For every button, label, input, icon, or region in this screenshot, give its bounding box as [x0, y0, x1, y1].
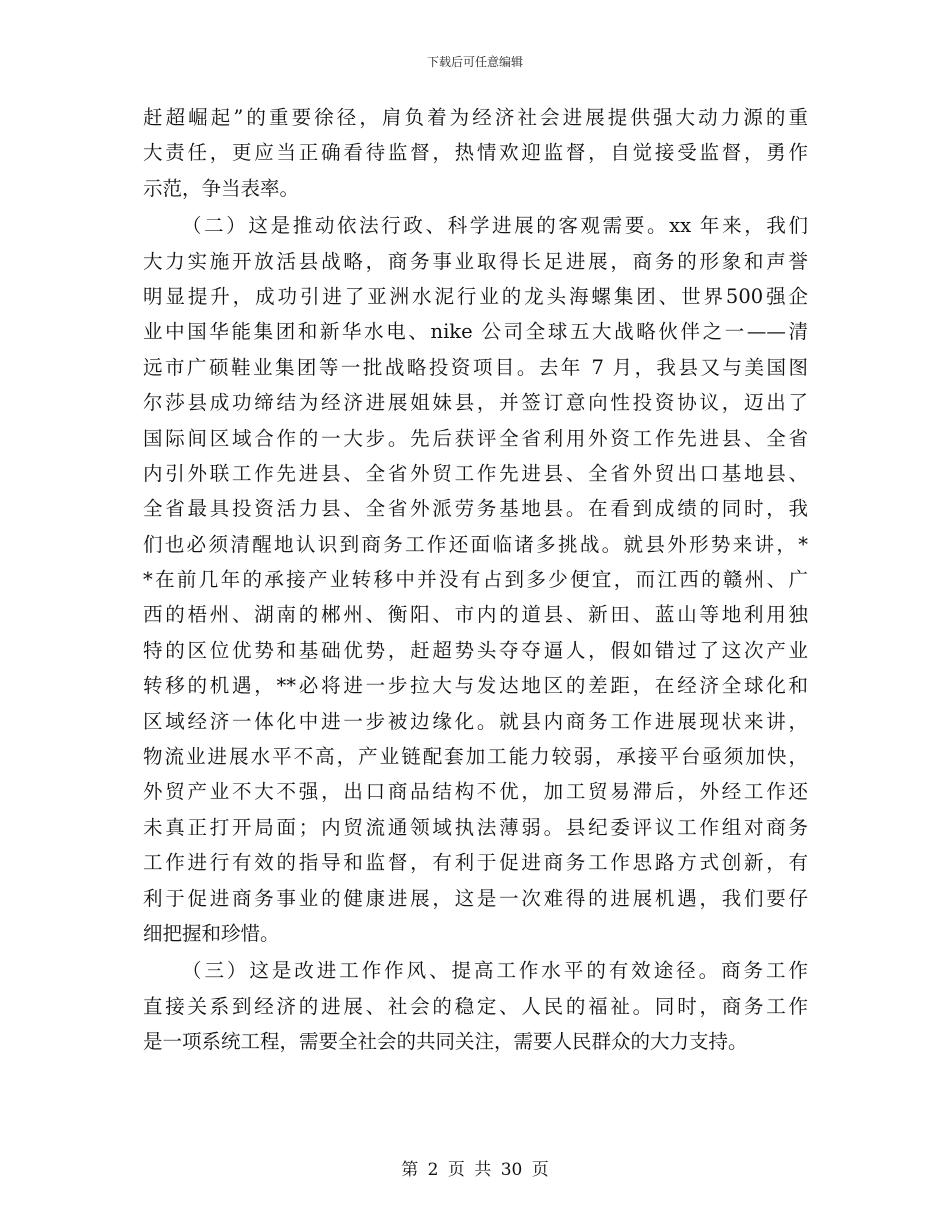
text-line: 工作进行有效的指导和监督，有利于促进商务工作思路方式创新，有 — [143, 851, 808, 875]
text-line: 是一项系统工程，需要全社会的共同关注，需要人民群众的大力支持。 — [143, 1030, 748, 1054]
paragraph — [143, 100, 808, 206]
text-line: 直接关系到经济的进展、社会的稳定、人民的福祉。同时，商务工作 — [143, 994, 808, 1018]
text-line: 物流业进展水平不高，产业链配套加工能力较弱，承接平台亟须加快， — [143, 745, 808, 769]
text-line: 特的区位优势和基础优势，赶超势头夺夺逼人，假如错过了这次产业 — [143, 638, 808, 662]
text-line: 细把握和珍惜。 — [143, 921, 280, 945]
paragraph — [143, 953, 808, 1059]
page-header: 下载后可任意编辑 — [426, 55, 523, 69]
text-line: 全省最具投资活力县、全省外派劳务基地县。在看到成绩的同时，我 — [143, 497, 808, 521]
text-line: 未真正打开局面；内贸流通领域执法薄弱。县纪委评议工作组对商务 — [143, 815, 808, 839]
text-line: 远市广硕鞋业集团等一批战略投资项目。去年 7 月，我县又与美国图 — [143, 355, 808, 379]
text-line: 大力实施开放活县战略，商务事业取得长足进展，商务的形象和声誉 — [143, 249, 808, 273]
text-line: *在前几年的承接产业转移中并没有占到多少便宜，而江西的赣州、广 — [143, 568, 808, 592]
text-line: （三）这是改进工作作风、提高工作水平的有效途径。商务工作 — [182, 959, 808, 983]
text-line: 国际间区域合作的一大步。先后获评全省利用外资工作先进县、全省 — [143, 426, 808, 450]
text-line: 赶超崛起”的重要徐径，肩负着为经济社会进展提供强大动力源的重 — [143, 106, 808, 129]
text-line: 转移的机遇，**必将进一步拉大与发达地区的差距，在经济全球化和 — [143, 674, 808, 698]
text-line: 大责任，更应当正确看待监督，热情欢迎监督，自觉接受监督，勇作 — [143, 141, 808, 165]
page-number: 第 2 页 共 30 页 — [401, 1160, 549, 1180]
text-line: 业中国华能集团和新华水电、nike 公司全球五大战略伙伴之一——清 — [143, 320, 808, 344]
text-line: 区域经济一体化中进一步被边缘化。就县内商务工作进展现状来讲， — [143, 709, 808, 733]
text-line: 内引外联工作先进县、全省外贸工作先进县、全省外贸出口基地县、 — [143, 461, 808, 485]
text-line: 外贸产业不大不强，出口商品结构不优，加工贸易滞后，外经工作还 — [143, 780, 808, 804]
paragraph — [143, 208, 808, 951]
text-line: 利于促进商务事业的健康进展，这是一次难得的进展机遇，我们要仔 — [143, 886, 808, 910]
text-line: 们也必须清醒地认识到商务工作还面临诸多挑战。就县外形势来讲，* — [143, 532, 808, 556]
text-line: 西的梧州、湖南的郴州、衡阳、市内的道县、新田、蓝山等地利用独 — [143, 603, 808, 627]
document-body — [143, 100, 808, 1060]
text-line: 明显提升，成功引进了亚洲水泥行业的龙头海螺集团、世界500强企 — [143, 284, 808, 308]
text-line: 示范，争当表率。 — [143, 176, 300, 200]
text-line: 尔莎县成功缔结为经济进展姐妹县，并签订意向性投资协议，迈出了 — [143, 391, 808, 415]
text-line: （二）这是推动依法行政、科学进展的客观需要。xx 年来，我们 — [182, 214, 808, 238]
